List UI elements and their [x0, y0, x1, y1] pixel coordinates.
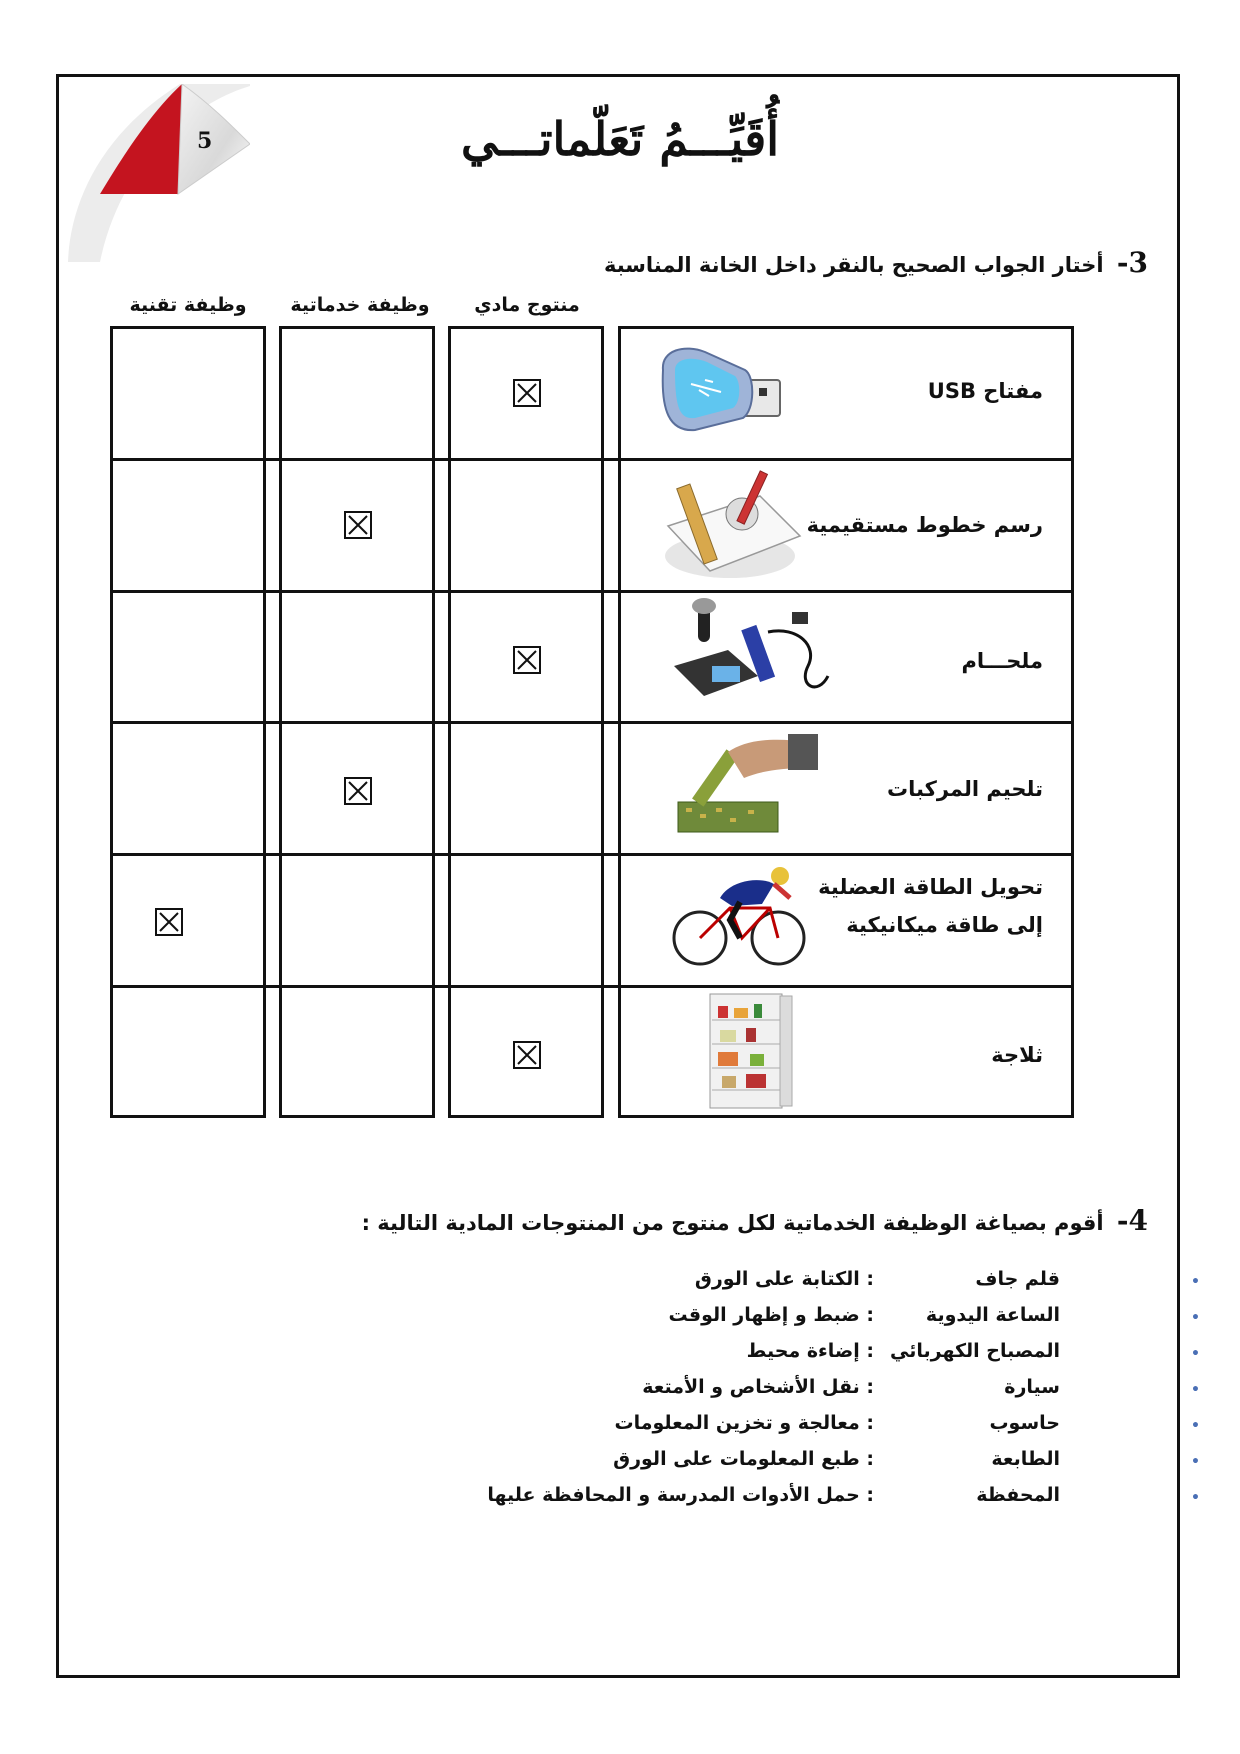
question-3-prompt [604, 246, 1148, 279]
row-label-energy-conversion-line2: إلى طاقة ميكانيكية [846, 913, 1043, 937]
product-function: : طبع المعلومات على الورق [613, 1448, 874, 1470]
bullet-icon: • [1191, 1418, 1200, 1434]
product-function: : حمل الأدوات المدرسة و المحافظة عليها [487, 1484, 874, 1506]
list-item [260, 1268, 1200, 1304]
checkbox-soldering-iron-material-product[interactable] [513, 646, 541, 674]
question-4-text: أقوم بصياغة الوظيفة الخدماتية لكل منتوج من المنتوجات المادية التالية : [361, 1211, 1104, 1235]
checkbox-soldering-components-service-function[interactable] [344, 777, 372, 805]
product-name: الطابعة [991, 1448, 1060, 1470]
product-function: : معالجة و تخزين المعلومات [614, 1412, 874, 1434]
soldering-components-icon [668, 728, 818, 838]
bullet-icon: • [1191, 1346, 1200, 1362]
column-header-technical-function: وظيفة تقنية [129, 294, 247, 316]
bullet-icon: • [1191, 1454, 1200, 1470]
soldering-iron-icon [668, 596, 848, 714]
bullet-icon: • [1191, 1274, 1200, 1290]
list-item [260, 1376, 1200, 1412]
list-item [260, 1304, 1200, 1340]
product-name: الساعة اليدوية [925, 1304, 1060, 1326]
product-function: : ضبط و إظهار الوقت [668, 1304, 874, 1326]
product-name: المصباح الكهربائي [890, 1340, 1060, 1362]
bullet-icon: • [1191, 1382, 1200, 1398]
row-divider [110, 985, 1074, 988]
bullet-icon: • [1191, 1310, 1200, 1326]
row-label-drawing-lines: رسم خطوط مستقيمية [806, 513, 1043, 537]
page-number: 5 [197, 128, 213, 154]
product-function: : الكتابة على الورق [694, 1268, 874, 1290]
page-curl-decoration [60, 84, 250, 264]
row-label-soldering-iron: ملحـــام [961, 649, 1043, 673]
refrigerator-icon [706, 990, 796, 1112]
question-4-number: 4- [1116, 1204, 1148, 1237]
row-label-energy-conversion: تحويل الطاقة العضلية [818, 875, 1043, 899]
usb-drive-icon [655, 340, 785, 440]
list-item [260, 1448, 1200, 1484]
product-name: المحفظة [976, 1484, 1060, 1506]
product-function: : نقل الأشخاص و الأمتعة [642, 1376, 874, 1398]
row-divider [110, 458, 1074, 461]
question-4-prompt [362, 1204, 1148, 1237]
question-3-text: أختار الجواب الصحيح بالنقر داخل الخانة المناسبة [603, 253, 1104, 277]
page-title: أُقَيِّـــمُ تَعَلّماتـــي [460, 112, 780, 166]
checkbox-drawing-service-function[interactable] [344, 511, 372, 539]
row-divider [110, 721, 1074, 724]
list-item [260, 1340, 1200, 1376]
product-name: حاسوب [989, 1412, 1060, 1434]
product-name: سيارة [1004, 1376, 1060, 1398]
product-function-list [260, 1268, 1200, 1520]
checkbox-refrigerator-material-product[interactable] [513, 1041, 541, 1069]
column-header-service-function: وظيفة خدماتية [290, 294, 430, 316]
row-divider [110, 853, 1074, 856]
drawing-tools-icon [660, 466, 810, 586]
row-label-soldering-components: تلحيم المركبات [887, 777, 1043, 801]
product-function: : إضاءة محيط [746, 1340, 874, 1362]
checkbox-usb-material-product[interactable] [513, 379, 541, 407]
question-3-number: 3- [1116, 246, 1148, 279]
product-name: قلم جاف [975, 1268, 1060, 1290]
checkbox-energy-technical-function[interactable] [155, 908, 183, 936]
list-item [260, 1484, 1200, 1520]
bullet-icon: • [1191, 1490, 1200, 1506]
row-divider [110, 590, 1074, 593]
cyclist-icon [670, 858, 810, 970]
column-header-material-product: منتوج مادي [474, 294, 580, 316]
list-item [260, 1412, 1200, 1448]
row-label-usb: مفتاح USB [927, 379, 1043, 403]
row-label-refrigerator: ثلاجة [991, 1043, 1043, 1067]
